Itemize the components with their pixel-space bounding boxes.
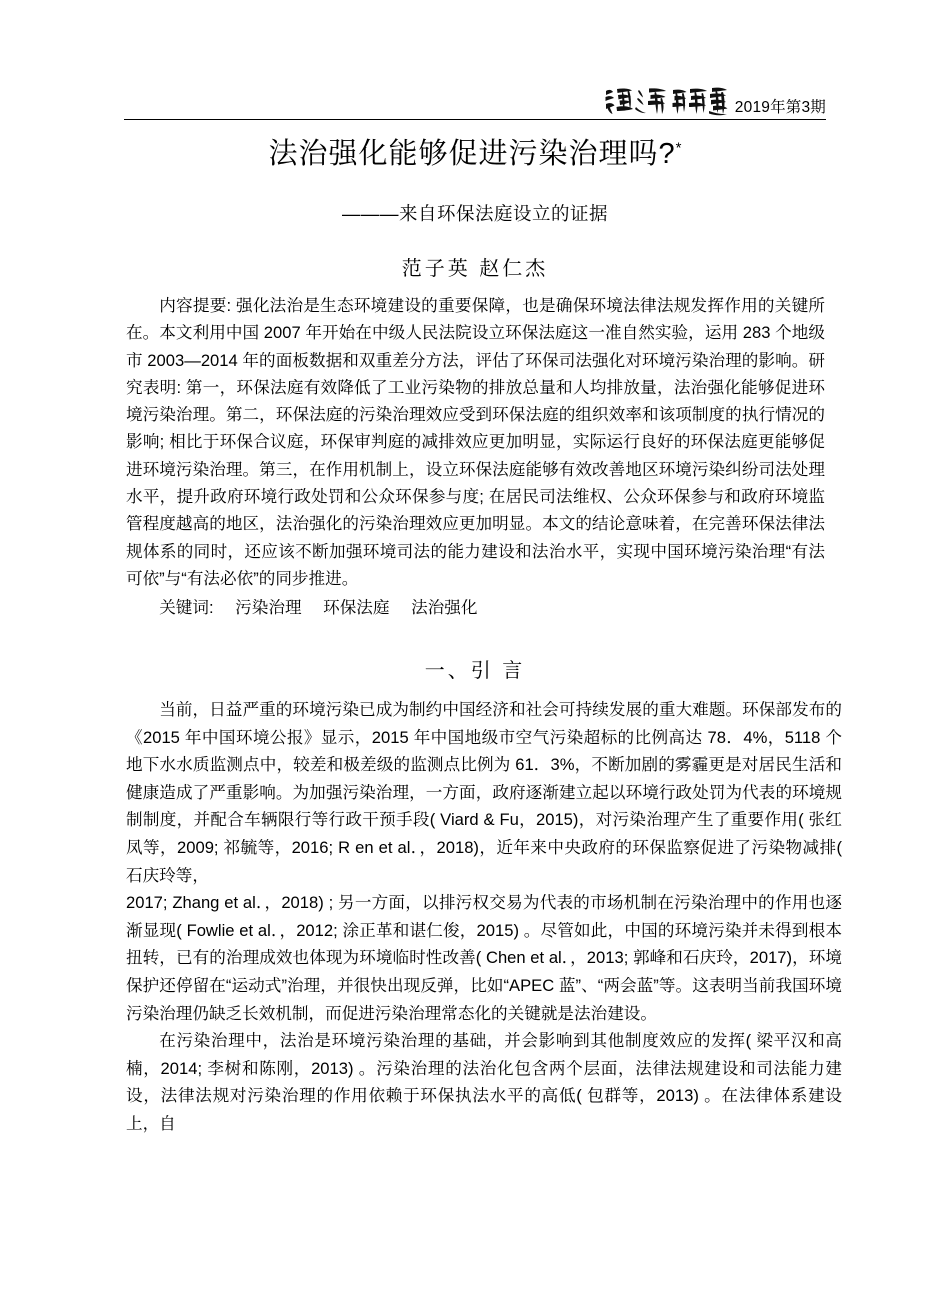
abstract-block <box>126 292 825 622</box>
title-footnote-marker: * <box>675 139 682 157</box>
article-subtitle: ———来自环保法庭设立的证据 <box>341 203 608 225</box>
masthead <box>124 74 826 120</box>
title-block <box>0 136 950 281</box>
body-paragraph <box>126 696 842 889</box>
keyword-item: 环保法庭 <box>323 598 390 618</box>
body-paragraph-text: 在污染治理中，法治是环境污染治理的基础，并会影响到其他制度效应的发挥( 梁平汉和高楠，2014; 李树和陈刚，2013) 。污染治理的法治化包含两个层面，法律法规建设和司法能力建设，法律法规对污染治理的作用依赖于环保执法水平的高低( 包群等，2013) 。在法律体系建设上，自 <box>126 1031 842 1133</box>
article-authors: 范子英 赵仁杰 <box>401 258 549 281</box>
masthead-divider <box>124 119 826 120</box>
issue-label: 2019年第3期 <box>734 98 826 116</box>
body-paragraph <box>126 1027 842 1137</box>
page-title <box>0 136 950 172</box>
body-paragraph-text: 2017; Zhang et al．，2018) ; 另一方面，以排污权交易为代表的市场机制在污染治理中的作用也逐渐显现( Fowlie et al．，2012; 涂正革和谌仁俊，2015) 。尽管如此，中国的环境污染并未得到根本扭转，已有的治理成效也体现为环境临时性改善( Chen et al．，2013; 郭峰和石庆玲，2017)，环境保护还停留在“运动式”治理，并很快出现反弹，比如“APEC 蓝”、“两会蓝”等。这表明当前我国环境污染治理仍缺乏长效机制，而促进污染治理常态化的关键就是法治建设。 <box>126 893 842 1023</box>
section-heading-introduction: 一、引 言 <box>424 660 526 682</box>
abstract-text: 内容提要: 强化法治是生态环境建设的重要保障，也是确保环境法律法规发挥作用的关键所在。本文利用中国 2007 年开始在中级人民法院设立环保法庭这一准自然实验，运用 283 个地级市 2003—2014 年的面板数据和双重差分方法，评估了环保司法强化对环境污染治理的影响。研究表明: 第一，环保法庭有效降低了工业污染物的排放总量和人均排放量，法治强化能够促进环境污染治理。第二，环保法庭的污染治理效应受到环保法庭的组织效率和该项制度的执行情况的影响; 相比于环保合议庭，环保审判庭的减排效应更加明显，实际运行良好的环保法庭更能够促进环境污染治理。第三，在作用机制上，设立环保法庭能够有效改善地区环境污染纠纷司法处理水平，提升政府环境行政处罚和公众环保参与度; 在居民司法维权、公众环保参与和政府环境监管程度越高的地区，法治强化的污染治理效应更加明显。本文的结论意味着，在完善环保法律法规体系的同时，还应该不断加强环境司法的能力建设和法治水平，实现中国环境污染治理“有法可依”与“有法必依”的同步推进。 <box>126 296 825 588</box>
masthead-content <box>601 82 826 118</box>
journal-calligraphy-logo-icon <box>601 82 729 118</box>
keyword-item: 法治强化 <box>411 598 478 618</box>
keywords-line <box>126 594 825 621</box>
body-content <box>126 696 842 1138</box>
article-title-text: 法治强化能够促进污染治理吗? <box>268 138 676 170</box>
body-paragraph <box>126 889 842 1027</box>
body-paragraph-text: 当前，日益严重的环境污染已成为制约中国经济和社会可持续发展的重大难题。环保部发布的《2015 年中国环境公报》显示，2015 年中国地级市空气污染超标的比例高达 78．4%，5118 个地下水水质监测点中，较差和极差级的监测点比例为 61．3%，不断加剧的雾霾更是对居民生活和健康造成了严重影响。为加强污染治理，一方面，政府逐渐建立起以环境行政处罚为代表的环境规制制度，并配合车辆限行等行政干预手段( Viard & Fu，2015)，对污染治理产生了重要作用( 张红凤等，2009; 祁毓等，2016; R en et al．，2018)，近年来中央政府的环保监察促进了污染物减排( 石庆玲等， <box>126 700 842 885</box>
keyword-item: 污染治理 <box>235 598 302 618</box>
keywords-label: 关键词: <box>159 598 214 618</box>
